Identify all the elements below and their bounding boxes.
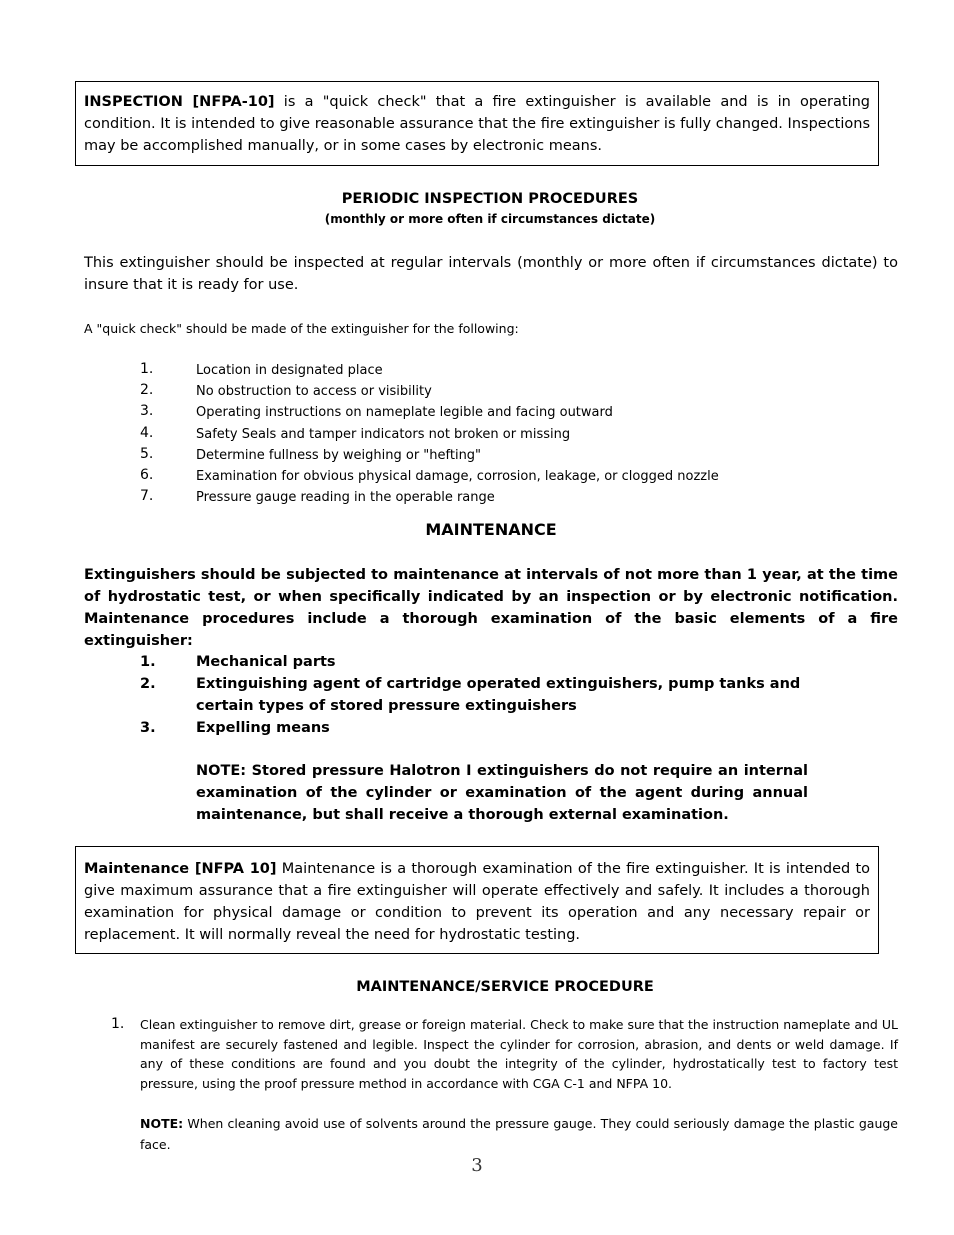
- list-number: 2.: [140, 382, 154, 399]
- maintenance-note: NOTE: Stored pressure Halotron I extinguishers do not require an internal examination of the cylinder or examination of the agent during annual maintenance, but shall receive a thorough external examination.: [196, 763, 808, 823]
- list-number: 1.: [140, 654, 156, 670]
- maintenance-definition-text: [84, 858, 870, 946]
- periodic-inspection-intro: This extinguisher should be inspected at regular intervals (monthly or more often if circumstances dictate) to insure that it is ready for use.: [84, 255, 898, 293]
- list-item: [140, 445, 840, 466]
- service-step-number: 1.: [111, 1016, 125, 1032]
- maintenance-heading: MAINTENANCE: [425, 520, 557, 539]
- list-number: 4.: [140, 424, 154, 441]
- maintenance-term: Maintenance [NFPA 10]: [84, 861, 277, 877]
- list-item: [140, 673, 810, 717]
- list-item: [140, 424, 840, 445]
- quick-check-list: [140, 360, 840, 508]
- list-item: [140, 651, 810, 673]
- inspection-description: is a "quick check" that a fire extinguisher is available and is in operating condition. It is intended to give reasonable assurance that the fire extinguisher is fully changed. Inspections may be accomplished manually, or in some cases by electronic means.: [84, 94, 871, 154]
- periodic-inspection-heading: PERIODIC INSPECTION PROCEDURES: [341, 191, 639, 207]
- list-text: Extinguishing agent of cartridge operated extinguishers, pump tanks and certain types of stored pressure extinguishers: [196, 676, 801, 714]
- list-item: [140, 717, 810, 739]
- list-text: No obstruction to access or visibility: [196, 384, 432, 400]
- list-text: Pressure gauge reading in the operable range: [196, 490, 495, 506]
- periodic-inspection-subheading: (monthly or more often if circumstances dictate): [324, 212, 656, 226]
- list-number: 6.: [140, 466, 154, 483]
- maintenance-description: Maintenance is a thorough examination of the fire extinguisher. It is intended to give maximum assurance that a fire extinguisher will operate effectively and safely. It includes a thorough examination for physical damage or condition to prevent its operation and any necessary repair or replacement. It will normally reveal the need for hydrostatic testing.: [84, 861, 871, 943]
- list-text: Safety Seals and tamper indicators not broken or missing: [196, 426, 571, 442]
- maintenance-definition-box: [75, 846, 879, 954]
- list-item: [140, 360, 840, 381]
- list-text: Examination for obvious physical damage, corrosion, leakage, or clogged nozzle: [196, 468, 719, 484]
- inspection-definition-box: [75, 81, 879, 166]
- list-text: Location in designated place: [196, 363, 383, 378]
- inspection-term: INSPECTION [NFPA-10]: [84, 94, 275, 110]
- list-text: Mechanical parts: [196, 654, 336, 670]
- inspection-definition-text: [84, 91, 870, 157]
- service-note-text: When cleaning avoid use of solvents around the pressure gauge. They could seriously damage the plastic gauge face.: [140, 1116, 898, 1152]
- list-number: 1.: [140, 361, 154, 377]
- list-number: 5.: [140, 445, 154, 462]
- service-note-label: NOTE:: [140, 1116, 184, 1131]
- maintenance-intro: Extinguishers should be subjected to maintenance at intervals of not more than 1 year, at the time of hydrostatic test, or when specifically indicated by an inspection or by electronic notification. Maintenance procedures include a thorough examination of the basic elements of a fire extinguisher:: [84, 567, 898, 649]
- service-step-text: Clean extinguisher to remove dirt, grease or foreign material. Check to make sure that the instruction nameplate and UL manifest are securely fastened and legible. Inspect the cylinder for corrosion, abrasion, and dents or weld damage. If any of these conditions are found and you doubt the integrity of the cylinder, hydrostatically test to factory test pressure, using the proof pressure method in accordance with CGA C-1 and NFPA 10.: [140, 1017, 898, 1091]
- maintenance-list: [140, 651, 810, 739]
- list-number: 3.: [140, 403, 154, 420]
- list-item: [140, 381, 840, 402]
- list-text: Operating instructions on nameplate legible and facing outward: [196, 405, 613, 421]
- list-item: [140, 402, 840, 423]
- list-item: [140, 466, 840, 487]
- list-number: 2.: [140, 676, 156, 692]
- list-text: Expelling means: [196, 720, 330, 736]
- list-item: [140, 487, 840, 508]
- service-note: [140, 1113, 898, 1155]
- list-number: 7.: [140, 488, 154, 505]
- page-number: 3: [471, 1155, 483, 1176]
- quick-check-lead: A "quick check" should be made of the extinguisher for the following:: [84, 321, 519, 336]
- list-number: 3.: [140, 720, 156, 736]
- service-procedure-heading: MAINTENANCE/SERVICE PROCEDURE: [356, 979, 654, 995]
- list-text: Determine fullness by weighing or "hefting": [196, 447, 482, 463]
